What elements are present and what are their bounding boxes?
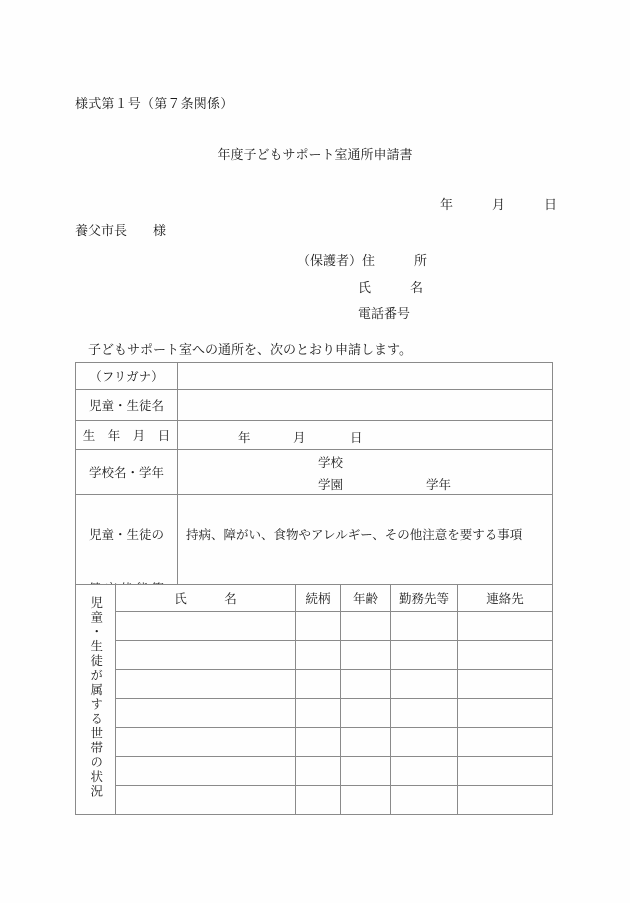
birthdate-input[interactable]	[178, 421, 553, 450]
child-name-label: 児童・生徒名	[76, 390, 178, 421]
household-cell-workplace[interactable]	[391, 641, 458, 670]
household-vertical-label-text: 児童・生徒が属する世帯の状況	[88, 596, 103, 799]
table-row	[76, 670, 553, 699]
health-status-label-line1: 児童・生徒の	[88, 528, 164, 542]
household-cell-age[interactable]	[341, 757, 391, 786]
household-cell-relationship[interactable]	[296, 612, 341, 641]
school-suffix-gakko: 学校	[318, 456, 344, 470]
table-row-household-header	[76, 585, 553, 612]
household-cell-contact[interactable]	[458, 728, 553, 757]
household-cell-age[interactable]	[341, 728, 391, 757]
household-cell-workplace[interactable]	[391, 728, 458, 757]
school-grade-unit: 学年	[426, 478, 452, 492]
school-suffix-gakuen: 学園	[318, 478, 344, 492]
table-row	[76, 757, 553, 786]
table-row	[76, 786, 553, 815]
household-cell-relationship[interactable]	[296, 670, 341, 699]
table-row-child-name	[76, 390, 553, 421]
household-cell-relationship[interactable]	[296, 699, 341, 728]
column-header-relationship: 続柄	[296, 585, 341, 612]
household-cell-contact[interactable]	[458, 699, 553, 728]
household-cell-relationship[interactable]	[296, 757, 341, 786]
household-cell-contact[interactable]	[458, 612, 553, 641]
column-header-contact: 連絡先	[458, 585, 553, 612]
household-cell-workplace[interactable]	[391, 699, 458, 728]
page-title: 年度子どもサポート室通所申請書	[217, 147, 413, 162]
furigana-label: （フリガナ）	[76, 363, 178, 390]
table-row-birthdate	[76, 421, 553, 450]
column-header-workplace: 勤務先等	[391, 585, 458, 612]
household-cell-age[interactable]	[341, 641, 391, 670]
table-row	[76, 641, 553, 670]
table-row	[76, 728, 553, 757]
household-vertical-label	[76, 585, 116, 815]
table-row-furigana	[76, 363, 553, 390]
health-status-note: 持病、障がい、食物やアレルギー、その他注意を要する事項	[186, 528, 523, 542]
guardian-name-label: 氏 名	[358, 280, 424, 295]
household-cell-name[interactable]	[116, 670, 296, 699]
column-header-age: 年齢	[341, 585, 391, 612]
household-cell-name[interactable]	[116, 757, 296, 786]
household-cell-relationship[interactable]	[296, 641, 341, 670]
birthdate-year-unit: 年	[238, 431, 251, 445]
household-cell-relationship[interactable]	[296, 728, 341, 757]
guardian-address-label: （保護者）住 所	[297, 253, 428, 268]
household-cell-age[interactable]	[341, 786, 391, 815]
furigana-input[interactable]	[178, 363, 553, 390]
table-row	[76, 699, 553, 728]
household-cell-workplace[interactable]	[391, 612, 458, 641]
household-table	[75, 584, 553, 815]
household-cell-name[interactable]	[116, 728, 296, 757]
household-cell-age[interactable]	[341, 670, 391, 699]
column-header-name: 氏 名	[116, 585, 296, 612]
birthdate-month-unit: 月	[293, 431, 306, 445]
birthdate-day-unit: 日	[350, 431, 363, 445]
household-cell-workplace[interactable]	[391, 670, 458, 699]
table-row-school	[76, 450, 553, 495]
household-cell-contact[interactable]	[458, 757, 553, 786]
household-cell-contact[interactable]	[458, 786, 553, 815]
date-line: 年 月 日	[440, 197, 558, 212]
school-input[interactable]	[178, 450, 553, 495]
household-cell-relationship[interactable]	[296, 786, 341, 815]
household-cell-contact[interactable]	[458, 670, 553, 699]
household-cell-name[interactable]	[116, 641, 296, 670]
household-cell-workplace[interactable]	[391, 786, 458, 815]
table-row	[76, 612, 553, 641]
form-code-label: 様式第１号（第７条関係）	[75, 96, 234, 111]
household-cell-age[interactable]	[341, 612, 391, 641]
household-cell-contact[interactable]	[458, 641, 553, 670]
birthdate-label: 生 年 月 日	[76, 421, 178, 450]
household-cell-name[interactable]	[116, 699, 296, 728]
household-cell-age[interactable]	[341, 699, 391, 728]
household-cell-workplace[interactable]	[391, 757, 458, 786]
household-cell-name[interactable]	[116, 786, 296, 815]
addressee-label: 養父市長 様	[75, 223, 167, 238]
school-label: 学校名・学年	[76, 450, 178, 495]
household-cell-name[interactable]	[116, 612, 296, 641]
guardian-phone-label: 電話番号	[358, 306, 411, 321]
lead-sentence: 子どもサポート室への通所を、次のとおり申請します。	[88, 342, 412, 357]
child-name-input[interactable]	[178, 390, 553, 421]
